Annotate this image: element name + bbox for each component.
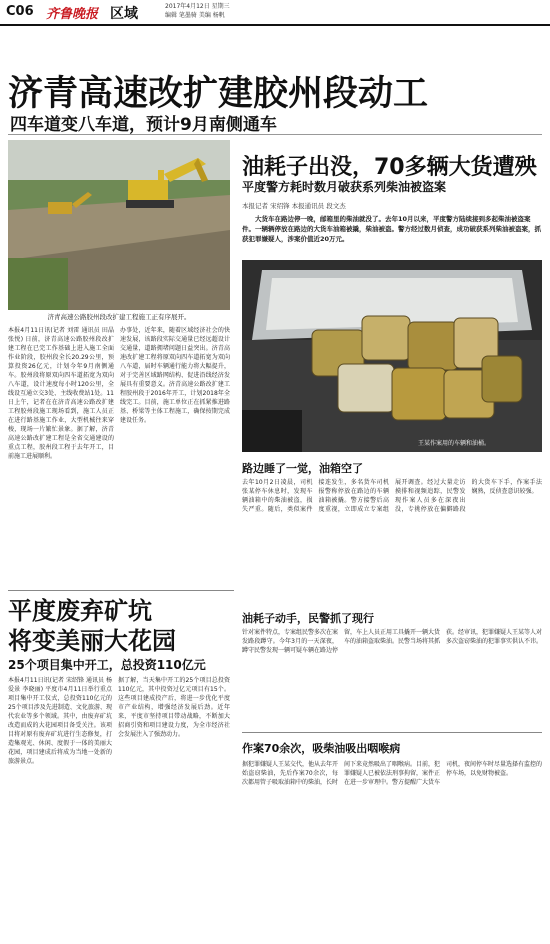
article-body-diesel-1: 去年10月2日凌晨，司机张某停车休息时，发现车辆油箱中的柴油被盗，损失严重。随后，类似案件接连发生，多名货车司机报警称停放在路边的车辆油箱被撬。警方接警后高度重视，立即成立专案组展开调查。经过大量走访摸排和视频追踪，民警发现作案人员多在深夜出没，专挑停放在偏僻路段的大货车下手，作案手法娴熟，反侦查意识较强。 — [242, 479, 542, 513]
section-head-tank-emptied: 路边睡了一觉，油箱空了 — [242, 462, 363, 475]
article-body-quarry-col1: 本报4月11日讯(记者 宋绍锋 通讯员 杨爱景 李晓丽) 平度市4月11日举行重点项目集中开工仪式，总投资110亿元的25个项目涉及先进制造、文化旅游、现代农业等多个领域。其中，由废弃矿坑改造而成的大花园项目备受关注。该项目将对原有废弃矿坑进行生态修复，打造集观光、休闲、度假于一体的美丽大花园，项目建成后将成为当地一处新的旅游景点。 — [8, 677, 112, 765]
issue-editors: 编辑 笔墨骑 美编 杨帆 — [165, 12, 225, 19]
article-body-diesel-2: 针对案件特点，专案组民警多次在案发路段蹲守。今年3月的一天深夜，蹲守民警发现一辆可疑车辆在路边停留，车上人员正用工具撬开一辆大货车的油箱盗取柴油。民警当场将其抓获。经审讯，犯罪嫌疑人王某等人对多次盗窃柴油的犯罪事实供认不讳。 — [242, 629, 542, 654]
divider — [242, 732, 542, 733]
article-body-highway-col1: 本报4月11日讯(记者 刘雷 通讯员 田晶 张悦) 日前，济青高速公路胶州段改扩建工程在已完工作基础上进入施工全面作业阶段，胶州段全长20.29公里，预算投资26亿元，计划今年9月南侧通车。胶州段将原双向四车道拓宽为双向八车道，设计速度每小时120公里，全线设互通立交3处、主线收费站1处。11日上午，记者在在济青高速公路改扩建工程胶州段施工现场看到，施工人员正在进行路基施工作业，大型机械往来穿梭，现场一片繁忙景象。据了解，济青高速公路改扩建工程是全省交通建设的重点工程，胶州段工程于去年开工，目前施工进展顺利。 — [8, 327, 114, 460]
divider — [8, 134, 542, 135]
headline-highway: 济青高速改扩建胶州段动工 — [8, 74, 429, 114]
section-head-70-times: 作案70余次，吸柴油吸出咽喉病 — [242, 742, 401, 755]
section-name: 区域 — [110, 6, 138, 22]
photo-highway-construction — [8, 140, 230, 310]
lead-paragraph-diesel: 大货车在路边停一晚，邮箱里的柴油就没了。去年10月以来，平度警方陆续接到多起柴油被盗案件。一辆辆停放在路边的大货车油箱被撬，柴油被盗。警方经过数月侦查，成功破获系列柴油被盗案，抓获犯罪嫌疑人，涉案价值近20万元。 — [242, 215, 541, 243]
page-number: C06 — [6, 4, 34, 19]
headline-line-1: 平度废弃矿坑 — [8, 597, 152, 625]
article-body-diesel-3: 据犯罪嫌疑人王某交代，他从去年开始盗窃柴油，先后作案70余次，每次都用管子吸取油箱中的柴油，长时间下来竟然吸出了咽喉病。目前，犯罪嫌疑人已被依法刑事拘留，案件正在进一步审理中。警方提醒广大货车司机，夜间停车时尽量选择有监控的停车场，以免财物被盗。 — [242, 761, 542, 786]
subhead-highway: 四车道变八车道，预计9月南侧通车 — [10, 115, 277, 135]
subhead-quarry-garden: 25个项目集中开工，总投资110亿元 — [8, 658, 206, 672]
masthead — [0, 0, 550, 26]
section-head-caught: 油耗子动手，民警抓了现行 — [242, 612, 374, 625]
issue-date: 2017年4月12日 星期三 — [165, 3, 230, 10]
issue-meta — [165, 2, 230, 20]
photo-car-fuel-cans — [242, 260, 542, 452]
photo-caption-highway: 济青高速公路胶州段改扩建工程施工正有序展开。 — [47, 313, 191, 321]
headline-line-2: 将变美丽大花园 — [8, 627, 176, 655]
byline-diesel: 本报记者 宋绍锋 本报通讯员 段文杰 — [242, 202, 346, 210]
headline-quarry-garden — [8, 596, 176, 656]
paper-logo: 齐鲁晚报 — [46, 7, 99, 22]
divider — [8, 590, 234, 591]
subhead-diesel-theft: 平度警方耗时数月破获系列柴油被盗案 — [242, 180, 447, 194]
headline-diesel-theft: 油耗子出没，70多辆大货遭殃 — [242, 155, 537, 180]
article-body-highway-col2: 办事处，近年来，随着区域经济社会的快速发展，该路段实际交通量已经远超设计交通量，道路拥堵问题日益突出。济青高速改扩建工程将原双向四车道拓宽为双向八车道，届时车辆通行能力将大幅提升，对于完善区域路网结构、促进沿线经济发展具有重要意义。济青高速公路改扩建工程胶州段于2016年开工，计划2018年全线完工。目前，施工单位正在抓紧推进路基、桥梁等主体工程施工，确保按期完成建设任务。 — [120, 327, 230, 424]
article-body-quarry-col2: 据了解，当天集中开工的25个项目总投资110亿元，其中投资过亿元项目有15个。这些项目建成投产后，将进一步优化平度市产业结构，增强经济发展后劲。近年来，平度市坚持项目带动战略，不断加大招商引资和项目建设力度，为全市经济社会发展注入了强劲动力。 — [118, 677, 230, 738]
photo-caption-car: 王某作案用的车辆和油桶。 — [418, 440, 491, 447]
